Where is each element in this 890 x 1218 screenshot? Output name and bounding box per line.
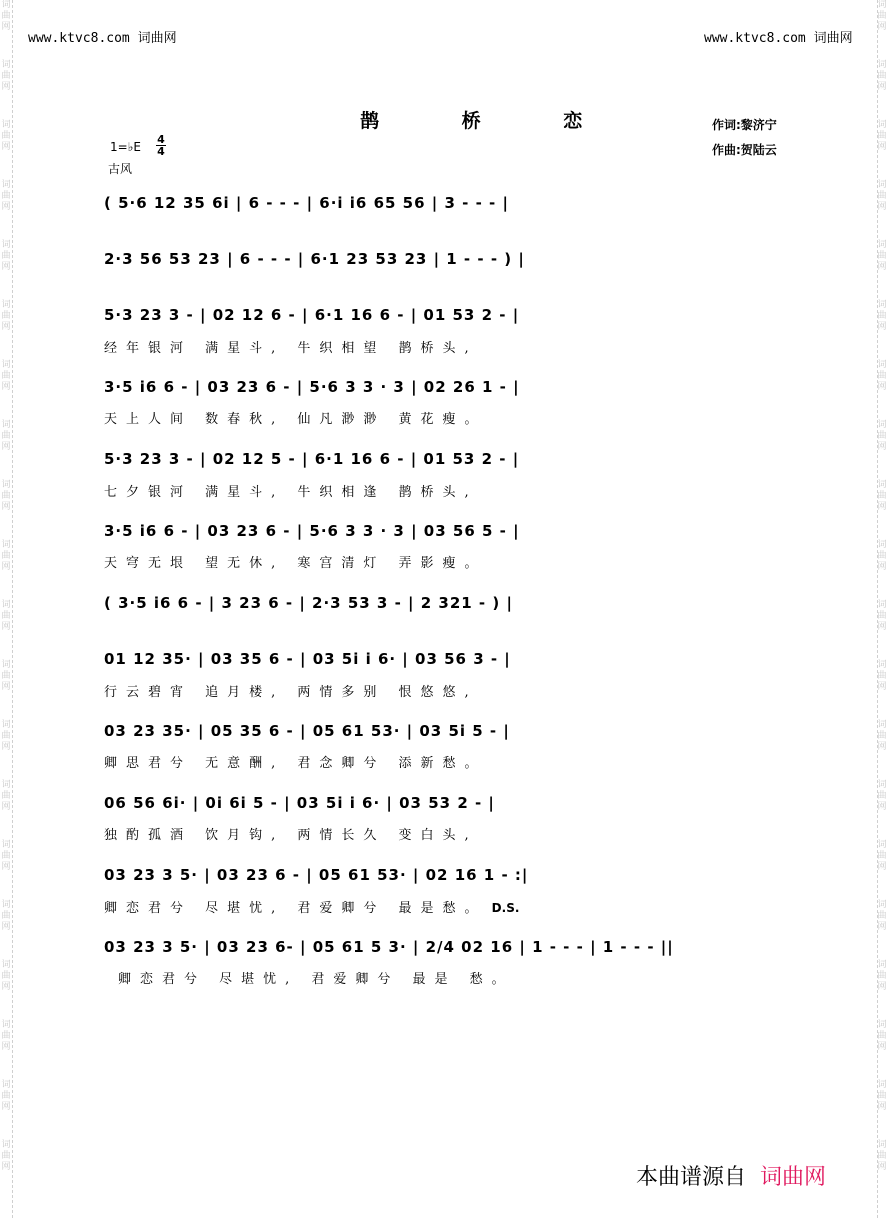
dal-segno-mark: D.S. (491, 901, 520, 915)
meter-bottom: 4 (157, 145, 165, 158)
footer-source (636, 1160, 826, 1191)
watermark-glyph: 词 曲 网 (1, 480, 11, 512)
meter-top: 4 (157, 133, 165, 146)
lyric-line: 卿恋君兮 尽堪忧, 君爱卿兮 最是 愁。 (118, 972, 514, 987)
watermark-glyph: 词 曲 网 (877, 1080, 887, 1112)
watermark-glyph: 词 曲 网 (1, 0, 11, 32)
score-row (104, 522, 782, 548)
score-row (104, 450, 782, 476)
watermark-glyph: 词 曲 网 (877, 960, 887, 992)
lyric-line: 卿思君兮 无意酬, 君念卿兮 添新愁。 (104, 756, 487, 771)
score-row (104, 306, 782, 332)
watermark-glyph: 词 曲 网 (1, 360, 11, 392)
notation-line: ( 5·6 12 35 6i | 6 - - - | 6·i i6 65 56 | 3 - - - | (104, 194, 509, 212)
notation-line: ( 3·5 i6 6 - | 3 23 6 - | 2·3 53 3 - | 2 321 - ) | (104, 594, 513, 612)
lyric-line: 经年银河 满星斗, 牛织相望 鹊桥头, (104, 341, 478, 356)
watermark-glyph: 词 曲 网 (877, 780, 887, 812)
watermark-glyph: 词 曲 网 (1, 1080, 11, 1112)
key-signature: 1=♭E (110, 140, 141, 154)
watermark-glyph: 词 曲 网 (1, 120, 11, 152)
header-right (704, 27, 853, 46)
footer-source-label: 本曲谱源自 (636, 1165, 747, 1190)
header-site-right: 词曲网 (813, 31, 853, 46)
watermark-glyph: 词 曲 网 (877, 60, 887, 92)
lyric-line (104, 282, 784, 300)
lyric-line: 天上人间 数春秋, 仙凡渺渺 黄花瘦。 (104, 412, 487, 427)
header-url-right[interactable]: www.ktvc8.com (704, 31, 806, 46)
watermark-glyph: 词 曲 网 (1, 840, 11, 872)
watermark-glyph: 词 曲 网 (1, 1020, 11, 1052)
watermark-glyph: 词 曲 网 (1, 180, 11, 212)
header-site-left: 词曲网 (137, 31, 177, 46)
lyricist-credit: 作词:黎济宁 (712, 118, 777, 132)
song-title: 鹊 桥 恋 (360, 110, 621, 132)
score-row (104, 794, 782, 820)
score-row (104, 650, 782, 676)
notation-line: 3·5 i6 6 - | 03 23 6 - | 5·6 3 3 · 3 | 03 56 5 - | (104, 522, 520, 540)
watermark-glyph: 词 曲 网 (877, 480, 887, 512)
watermark-glyph: 词 曲 网 (1, 720, 11, 752)
watermark-glyph: 词 曲 网 (877, 540, 887, 572)
watermark-glyph: 词 曲 网 (1, 1140, 11, 1172)
score-row (104, 378, 782, 404)
score-row (104, 866, 782, 892)
watermark-glyph: 词 曲 网 (1, 900, 11, 932)
watermark-glyph: 词 曲 网 (877, 840, 887, 872)
notation-line: 03 23 3 5· | 03 23 6 - | 05 61 53· | 02 16 1 - :| (104, 866, 529, 884)
notation-line: 06 56 6i· | 0i 6i 5 - | 03 5i i 6· | 03 53 2 - | (104, 794, 495, 812)
header-url-left[interactable]: www.ktvc8.com (28, 31, 130, 46)
lyric-line: 行云碧宵 追月楼, 两情多别 恨悠悠, (104, 685, 478, 700)
watermark-glyph: 词 曲 网 (1, 600, 11, 632)
notation-line: 03 23 3 5· | 03 23 6- | 05 61 5 3· | 2/4 02 16 | 1 - - - | 1 - - - || (104, 938, 674, 956)
watermark-glyph: 词 曲 网 (877, 120, 887, 152)
lyric-line (104, 897, 784, 915)
lyric-text: 卿恋君兮 尽堪忧, 君爱卿兮 最是愁。 (104, 901, 487, 916)
lyric-line: 天穹无垠 望无休, 寒宫清灯 弄影瘦。 (104, 556, 487, 571)
lyric-line (104, 226, 784, 244)
watermark-glyph: 词 曲 网 (1, 300, 11, 332)
notation-line: 5·3 23 3 - | 02 12 5 - | 6·1 16 6 - | 01 53 2 - | (104, 450, 520, 468)
watermark-glyph: 词 曲 网 (1, 240, 11, 272)
watermark-glyph: 词 曲 网 (877, 420, 887, 452)
score-row (104, 194, 782, 220)
lyric-line: 七夕银河 满星斗, 牛织相逢 鹊桥头, (104, 485, 478, 500)
notation-line: 2·3 56 53 23 | 6 - - - | 6·1 23 53 23 | 1 - - - ) | (104, 250, 525, 268)
watermark-glyph: 词 曲 网 (1, 660, 11, 692)
watermark-glyph: 词 曲 网 (1, 540, 11, 572)
notation-line: 5·3 23 3 - | 02 12 6 - | 6·1 16 6 - | 01 53 2 - | (104, 306, 520, 324)
watermark-glyph: 词 曲 网 (877, 300, 887, 332)
watermark-glyph: 词 曲 网 (1, 420, 11, 452)
watermark-glyph: 词 曲 网 (877, 360, 887, 392)
watermark-glyph: 词 曲 网 (877, 1140, 887, 1172)
notation-line: 03 23 35· | 05 35 6 - | 05 61 53· | 03 5i 5 - | (104, 722, 510, 740)
watermark-glyph: 词 曲 网 (1, 60, 11, 92)
watermark-glyph: 词 曲 网 (1, 780, 11, 812)
composer-credit: 作曲:贺陆云 (712, 143, 777, 157)
watermark-glyph: 词 曲 网 (877, 900, 887, 932)
score-row (104, 250, 782, 276)
watermark-glyph: 词 曲 网 (877, 720, 887, 752)
watermark-glyph: 词 曲 网 (877, 0, 887, 32)
time-signature (156, 134, 166, 157)
footer-source-site[interactable]: 词曲网 (760, 1165, 827, 1190)
watermark-glyph: 词 曲 网 (877, 240, 887, 272)
watermark-glyph: 词 曲 网 (877, 1020, 887, 1052)
notation-line: 01 12 35· | 03 35 6 - | 03 5i i 6· | 03 56 3 - | (104, 650, 511, 668)
watermark-glyph: 词 曲 网 (877, 660, 887, 692)
score-row (104, 594, 782, 620)
score-row (104, 938, 782, 964)
header-left (28, 27, 177, 46)
notation-line: 3·5 i6 6 - | 03 23 6 - | 5·6 3 3 · 3 | 02 26 1 - | (104, 378, 520, 396)
style-marking: 古风 (108, 162, 133, 176)
watermark-glyph: 词 曲 网 (877, 180, 887, 212)
lyric-line: 独酌孤酒 饮月钩, 两情长久 变白头, (104, 828, 478, 843)
watermark-glyph: 词 曲 网 (1, 960, 11, 992)
score-row (104, 722, 782, 748)
watermark-glyph: 词 曲 网 (877, 600, 887, 632)
